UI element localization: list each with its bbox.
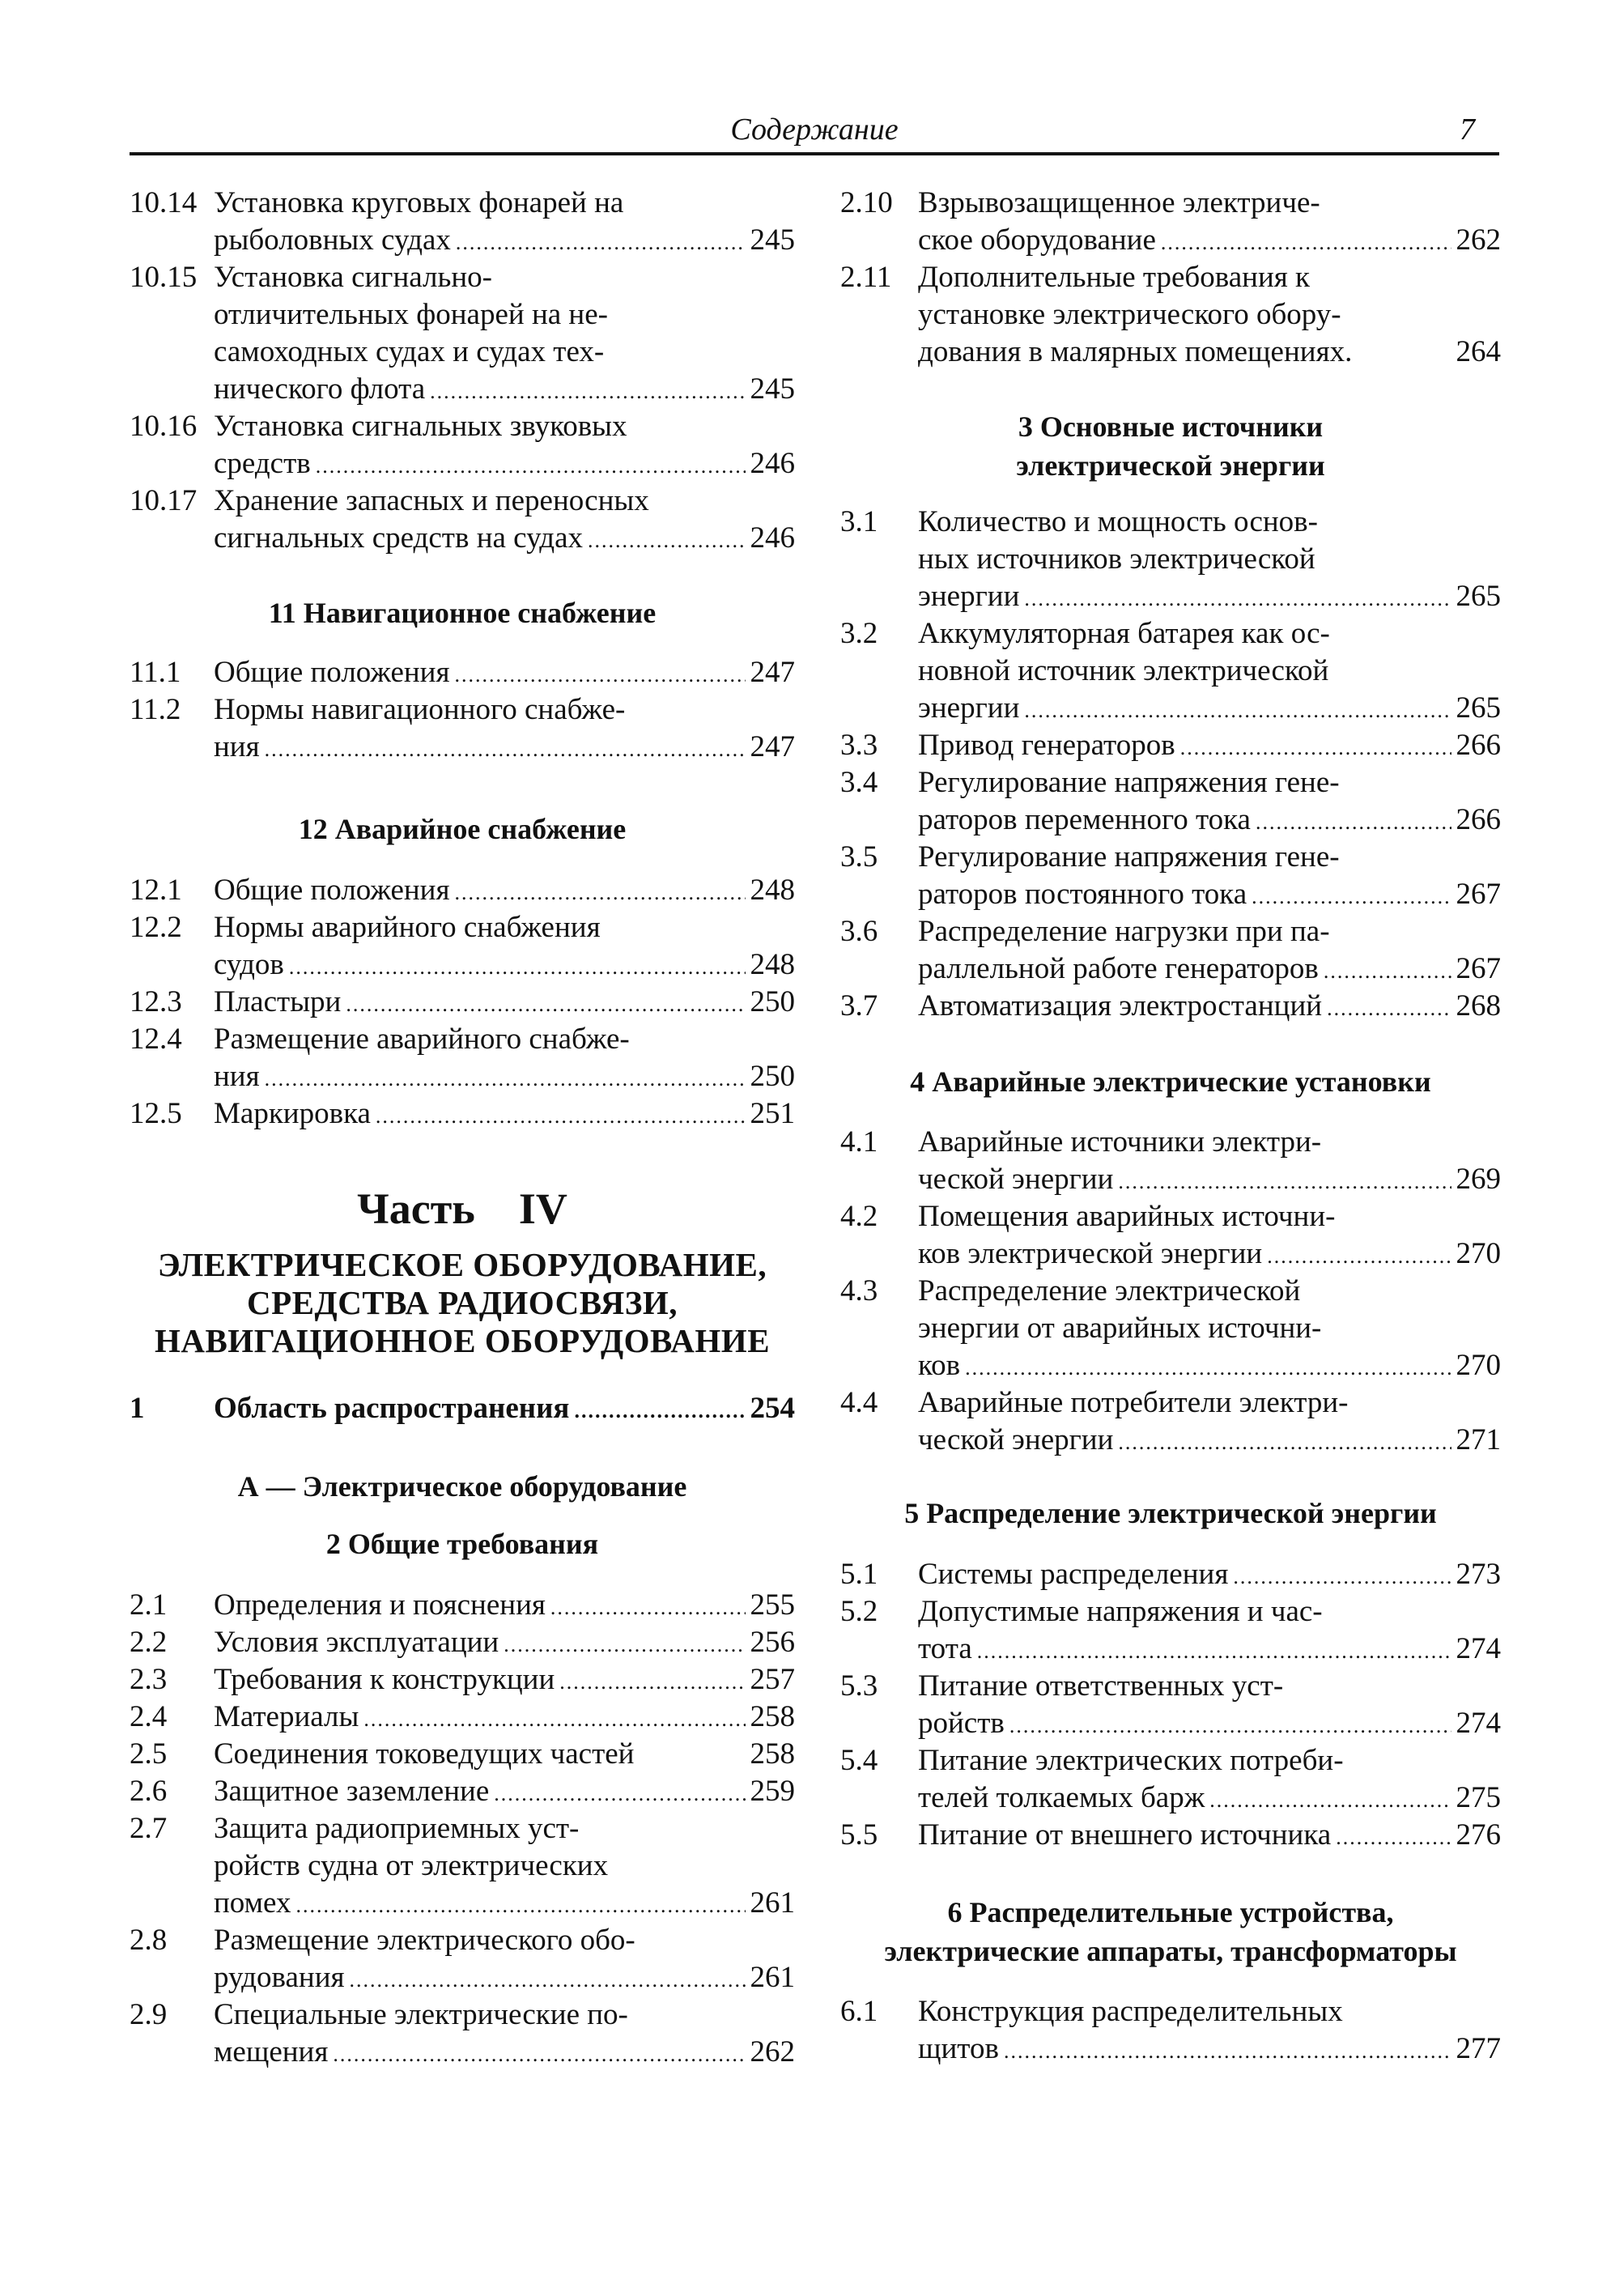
toc-entry <box>840 1235 1501 1273</box>
toc-entry <box>840 913 1501 950</box>
page-ref: 254 <box>750 1392 795 1425</box>
toc-entry <box>840 1593 1501 1631</box>
page-ref: 250 <box>750 1060 795 1093</box>
section-number: 6.1 <box>840 1995 878 2028</box>
entry-title: судов <box>214 948 284 981</box>
entry-title: ков <box>918 1349 961 1382</box>
toc-entry <box>130 1996 795 2034</box>
page-ref: 258 <box>750 1737 795 1771</box>
dot-leader <box>350 1962 746 1999</box>
dot-leader <box>316 448 746 485</box>
page-ref: 259 <box>750 1775 795 1808</box>
page-ref: 264 <box>1456 335 1501 368</box>
entry-title: рыболовных судах <box>214 223 451 257</box>
page-ref: 268 <box>1456 989 1501 1023</box>
toc-entry <box>840 950 1501 988</box>
toc-entry <box>840 1631 1501 1668</box>
toc-entry <box>130 1810 795 1847</box>
entry-title: Пластыри <box>214 985 342 1018</box>
page-ref: 248 <box>750 948 795 981</box>
dot-leader <box>1024 580 1451 618</box>
dot-leader <box>454 657 745 694</box>
section-number: 5.3 <box>840 1669 878 1703</box>
entry-title: Системы распределения <box>918 1558 1229 1591</box>
page-ref: 256 <box>750 1626 795 1659</box>
toc-entry <box>840 801 1501 839</box>
section-number: 4.2 <box>840 1200 878 1233</box>
section-heading: 2 Общие требования <box>325 1528 599 1560</box>
page-ref: 255 <box>750 1588 795 1622</box>
page-ref: 266 <box>1456 729 1501 762</box>
page-ref: 265 <box>1456 580 1501 613</box>
toc-entry <box>840 1742 1501 1779</box>
toc-entry <box>130 1959 795 1996</box>
toc-entry <box>130 1021 795 1058</box>
toc-entry <box>840 1817 1501 1854</box>
entry-title: Нормы аварийного снабжения <box>214 911 601 944</box>
entry-title: Размещение аварийного снабже- <box>214 1023 630 1056</box>
toc-entry <box>130 185 795 222</box>
section-heading: 11 Навигационное снабжение <box>268 597 657 629</box>
toc-entry <box>130 1847 795 1885</box>
dot-leader <box>1327 990 1451 1027</box>
toc-entry <box>130 1661 795 1699</box>
entry-title: Помещения аварийных источни- <box>918 1200 1336 1233</box>
page-ref: 267 <box>1456 952 1501 985</box>
section-number: 3.7 <box>840 989 878 1023</box>
section-number: 5.2 <box>840 1595 878 1628</box>
section-number: 3.2 <box>840 617 878 650</box>
section-number: 10.15 <box>130 261 198 294</box>
toc-entry <box>840 1347 1501 1384</box>
entry-title: Условия эксплуатации <box>214 1626 499 1659</box>
toc-entry <box>130 872 795 909</box>
part-subtitle: ЭЛЕКТРИЧЕСКОЕ ОБОРУДОВАНИЕ, <box>157 1246 767 1283</box>
entry-title: Материалы <box>214 1700 359 1733</box>
dot-leader <box>559 1664 745 1701</box>
toc-entry <box>840 876 1501 913</box>
toc-entry <box>130 2034 795 2071</box>
section-heading: 12 Аварийное снабжение <box>298 813 627 845</box>
dot-leader <box>588 522 745 559</box>
section-number: 3.3 <box>840 729 878 762</box>
toc-entry <box>840 615 1501 653</box>
section-number: 5.1 <box>840 1558 878 1591</box>
entry-title: рудования <box>214 1961 345 1994</box>
section-number: 12.5 <box>130 1097 182 1130</box>
entry-title: ных источников электрической <box>918 542 1315 576</box>
entry-title: дования в малярных помещениях. <box>918 335 1353 368</box>
entry-title: Распределение электрической <box>918 1274 1301 1307</box>
toc-entry <box>840 578 1501 615</box>
section-heading: электрические аппараты, трансформаторы <box>884 1935 1457 1967</box>
section-number: 12.4 <box>130 1023 182 1056</box>
toc-entry <box>130 520 795 557</box>
section-number: 12.3 <box>130 985 182 1018</box>
dot-leader <box>456 224 746 261</box>
toc-entry <box>130 371 795 408</box>
toc-entry <box>840 185 1501 222</box>
page-ref: 245 <box>750 372 795 406</box>
section-number: 2.6 <box>130 1775 168 1808</box>
dot-leader <box>574 1392 745 1430</box>
toc-entry <box>130 1058 795 1095</box>
dot-leader <box>965 1350 1451 1387</box>
part-subtitle: НАВИГАЦИОННОЕ ОБОРУДОВАНИЕ <box>154 1322 771 1359</box>
dot-leader <box>376 1098 746 1135</box>
entry-title: ния <box>214 1060 260 1093</box>
dot-leader <box>1336 1819 1451 1856</box>
toc-entry <box>130 1624 795 1661</box>
page-ref: 257 <box>750 1663 795 1696</box>
running-header-title: Содержание <box>730 113 899 147</box>
entry-title: щитов <box>918 2032 999 2065</box>
page-ref: 262 <box>1456 223 1501 257</box>
section-number: 11.1 <box>130 656 181 689</box>
toc-entry <box>130 984 795 1021</box>
dot-leader <box>504 1626 745 1664</box>
dot-leader <box>1161 224 1451 261</box>
page-ref: 262 <box>750 2035 795 2069</box>
toc-entry <box>840 653 1501 690</box>
toc-entry <box>840 1310 1501 1347</box>
page-ref: 277 <box>1456 2032 1501 2065</box>
toc-entry <box>840 2030 1501 2068</box>
part-subtitle: СРЕДСТВА РАДИОСВЯЗИ, <box>247 1284 678 1321</box>
dot-leader <box>494 1775 745 1813</box>
dot-leader <box>1004 2033 1451 2070</box>
toc-entry <box>840 1384 1501 1422</box>
entry-title: Установка сигнальных звуковых <box>214 410 627 443</box>
dot-leader <box>295 1887 745 1924</box>
entry-title: Допустимые напряжения и час- <box>918 1595 1323 1628</box>
page-ref: 266 <box>1456 803 1501 836</box>
entry-title: Специальные электрические по- <box>214 1998 628 2031</box>
entry-title: раторов переменного тока <box>918 803 1251 836</box>
toc-entry <box>130 1885 795 1922</box>
toc-entry <box>840 1779 1501 1817</box>
toc-entry <box>130 296 795 334</box>
page-ref: 261 <box>750 1961 795 1994</box>
page-ref: 245 <box>750 223 795 257</box>
toc-entry <box>840 1198 1501 1235</box>
toc-entry <box>840 1556 1501 1593</box>
toc-entry <box>840 988 1501 1025</box>
entry-title: Хранение запасных и переносных <box>214 484 649 517</box>
section-number: 10.14 <box>130 186 198 219</box>
header-rule-divider <box>130 152 1499 155</box>
section-number: 10.17 <box>130 484 198 517</box>
section-number: 4.1 <box>840 1125 878 1159</box>
section-number: 3.1 <box>840 505 878 538</box>
toc-entry <box>130 1095 795 1133</box>
entry-title: Дополнительные требования к <box>918 261 1310 294</box>
section-number: 2.3 <box>130 1663 168 1696</box>
dot-leader <box>1233 1558 1451 1596</box>
dot-leader <box>977 1633 1451 1670</box>
toc-entry <box>840 839 1501 876</box>
dot-leader <box>1118 1424 1451 1461</box>
entry-title: энергии от аварийных источни- <box>918 1312 1322 1345</box>
entry-title: Определения и пояснения <box>214 1588 546 1622</box>
entry-title: мещения <box>214 2035 329 2069</box>
section-heading: электрической энергии <box>1016 449 1325 482</box>
toc-entry <box>840 1993 1501 2030</box>
entry-title: Установка круговых фонарей на <box>214 186 624 219</box>
toc-entry <box>130 1587 795 1624</box>
entry-title: помех <box>214 1886 291 1920</box>
toc-entry <box>840 690 1501 727</box>
section-number: 2.4 <box>130 1700 168 1733</box>
entry-title: Взрывозащищенное электриче- <box>918 186 1320 219</box>
section-number: 2.9 <box>130 1998 168 2031</box>
dot-leader <box>1009 1707 1451 1745</box>
section-heading: 4 Аварийные электрические установки <box>910 1065 1431 1098</box>
toc-entry <box>840 727 1501 764</box>
entry-title: Конструкция распределительных <box>918 1995 1343 2028</box>
dot-leader <box>265 1061 746 1098</box>
entry-title: средств <box>214 447 311 480</box>
dot-leader <box>1256 804 1451 841</box>
toc-entry <box>840 259 1501 296</box>
entry-title: раторов постоянного тока <box>918 878 1247 911</box>
section-number: 11.2 <box>130 693 181 726</box>
entry-title: Общие положения <box>214 874 450 907</box>
toc-entry <box>130 334 795 371</box>
toc-entry <box>130 1922 795 1959</box>
section-number: 2.8 <box>130 1924 168 1957</box>
entry-title: ройств судна от электрических <box>214 1849 609 1882</box>
toc-entry <box>840 1668 1501 1705</box>
page-ref: 247 <box>750 656 795 689</box>
toc-entry <box>130 654 795 691</box>
section-number: 2.5 <box>130 1737 168 1771</box>
section-heading: А — Электрическое оборудование <box>237 1470 687 1503</box>
section-number: 2.2 <box>130 1626 168 1659</box>
entry-title: раллельной работе генераторов <box>918 952 1319 985</box>
page-ref: 269 <box>1456 1163 1501 1196</box>
dot-leader <box>1324 953 1451 990</box>
toc-entry <box>840 504 1501 541</box>
running-header <box>130 104 1499 154</box>
dot-leader <box>1209 1782 1451 1819</box>
section-heading: 3 Основные источники <box>1018 410 1324 443</box>
entry-title: Аварийные источники электри- <box>918 1125 1322 1159</box>
page-ref: 270 <box>1456 1349 1501 1382</box>
toc-entry <box>130 445 795 483</box>
entry-title: Автоматизация электростанций <box>918 989 1323 1023</box>
entry-title: отличительных фонарей на не- <box>214 298 608 331</box>
section-heading: 5 Распределение электрической энергии <box>904 1497 1437 1529</box>
entry-title: телей толкаемых барж <box>918 1781 1205 1814</box>
dot-leader <box>1267 1238 1451 1275</box>
section-number: 2.10 <box>840 186 893 219</box>
dot-leader <box>346 986 745 1023</box>
dot-leader <box>1180 729 1451 767</box>
page-ref: 273 <box>1456 1558 1501 1591</box>
entry-title: ния <box>214 730 260 763</box>
page-ref: 258 <box>750 1700 795 1733</box>
section-number: 12.1 <box>130 874 182 907</box>
entry-title: Распределение нагрузки при па- <box>918 915 1330 948</box>
entry-title: Требования к конструкции <box>214 1663 555 1696</box>
toc-entry <box>840 1124 1501 1161</box>
dot-leader <box>265 731 746 768</box>
entry-title: энергии <box>918 691 1020 725</box>
dot-leader <box>1024 692 1451 729</box>
dot-leader <box>550 1589 746 1626</box>
entry-title: Защита радиоприемных уст- <box>214 1812 580 1845</box>
section-number: 3.6 <box>840 915 878 948</box>
entry-title: ческой энергии <box>918 1423 1114 1456</box>
section-heading: 6 Распределительные устройства, <box>947 1896 1394 1928</box>
entry-title: Регулирование напряжения гене- <box>918 840 1340 874</box>
entry-title: сигнальных средств на судах <box>214 521 584 555</box>
entry-title: Размещение электрического обо- <box>214 1924 635 1957</box>
entry-title: энергии <box>918 580 1020 613</box>
section-number: 2.11 <box>840 261 892 294</box>
page-ref: 274 <box>1456 1632 1501 1665</box>
page-ref: 251 <box>750 1097 795 1130</box>
section-number: 2.1 <box>130 1588 168 1622</box>
entry-title: ческой энергии <box>918 1163 1114 1196</box>
section-number: 1 <box>130 1392 145 1425</box>
dot-leader <box>363 1701 745 1738</box>
page-ref: 267 <box>1456 878 1501 911</box>
entry-title: Питание электрических потреби- <box>918 1744 1344 1777</box>
dot-leader <box>1252 878 1451 916</box>
page-ref: 271 <box>1456 1423 1501 1456</box>
toc-entry <box>840 1705 1501 1742</box>
section-number: 12.2 <box>130 911 182 944</box>
dot-leader <box>333 2036 745 2073</box>
toc-entry <box>130 1736 795 1773</box>
entry-title: нического флота <box>214 372 426 406</box>
toc-entry <box>840 764 1501 801</box>
toc-entry <box>130 1699 795 1736</box>
section-number: 4.4 <box>840 1386 878 1419</box>
dot-leader <box>289 949 746 986</box>
part-title: Часть IV <box>357 1184 567 1233</box>
toc-entry <box>130 946 795 984</box>
section-number: 2.7 <box>130 1812 168 1845</box>
entry-title: Аварийные потребители электри- <box>918 1386 1349 1419</box>
page-ref: 250 <box>750 985 795 1018</box>
toc-entry <box>840 296 1501 334</box>
entry-title: ское оборудование <box>918 223 1156 257</box>
entry-title: ков электрической энергии <box>918 1237 1263 1270</box>
toc-entry <box>840 541 1501 578</box>
toc-entry <box>840 1273 1501 1310</box>
entry-title: Соединения токоведущих частей <box>214 1737 635 1771</box>
toc-entry <box>130 259 795 296</box>
section-number: 5.5 <box>840 1818 878 1852</box>
entry-title: Привод генераторов <box>918 729 1175 762</box>
page-ref: 270 <box>1456 1237 1501 1270</box>
page-number: 7 <box>1460 113 1475 147</box>
entry-title: Количество и мощность основ- <box>918 505 1318 538</box>
entry-title: Маркировка <box>214 1097 371 1130</box>
page-ref: 247 <box>750 730 795 763</box>
section-number: 4.3 <box>840 1274 878 1307</box>
section-number: 3.5 <box>840 840 878 874</box>
page-ref: 274 <box>1456 1707 1501 1740</box>
entry-title: Аккумуляторная батарея как ос- <box>918 617 1330 650</box>
toc-entry <box>840 222 1501 259</box>
toc-entry <box>130 222 795 259</box>
entry-title: Общие положения <box>214 656 450 689</box>
toc-entry <box>840 1161 1501 1198</box>
section-number: 3.4 <box>840 766 878 799</box>
entry-title: Питание ответственных уст- <box>918 1669 1284 1703</box>
toc-entry <box>130 729 795 766</box>
dot-leader <box>454 874 745 912</box>
toc-entry <box>840 1422 1501 1459</box>
toc-entry <box>130 1773 795 1810</box>
entry-title: тота <box>918 1632 972 1665</box>
entry-title: Питание от внешнего источника <box>918 1818 1332 1852</box>
page-ref: 265 <box>1456 691 1501 725</box>
entry-title: ройств <box>918 1707 1005 1740</box>
section-number: 5.4 <box>840 1744 878 1777</box>
dot-leader <box>1118 1163 1451 1201</box>
toc-entry <box>130 1390 795 1427</box>
page-ref: 246 <box>750 521 795 555</box>
page-ref: 275 <box>1456 1781 1501 1814</box>
section-number: 10.16 <box>130 410 198 443</box>
page-ref: 248 <box>750 874 795 907</box>
page-ref: 276 <box>1456 1818 1501 1852</box>
page-ref: 261 <box>750 1886 795 1920</box>
toc-entry <box>130 691 795 729</box>
toc-entry <box>130 909 795 946</box>
entry-title: Защитное заземление <box>214 1775 490 1808</box>
entry-title: новной источник электрической <box>918 654 1329 687</box>
toc-entry <box>840 334 1501 371</box>
entry-title: установке электрического обору- <box>918 298 1341 331</box>
entry-title: Нормы навигационного снабже- <box>214 693 626 726</box>
entry-title: Регулирование напряжения гене- <box>918 766 1340 799</box>
toc-entry <box>130 408 795 445</box>
entry-title: Установка сигнально- <box>214 261 492 294</box>
entry-title: самоходных судах и судах тех- <box>214 335 605 368</box>
dot-leader <box>430 373 745 410</box>
toc-entry <box>130 483 795 520</box>
page-ref: 246 <box>750 447 795 480</box>
entry-title: Область распространения <box>214 1392 570 1425</box>
